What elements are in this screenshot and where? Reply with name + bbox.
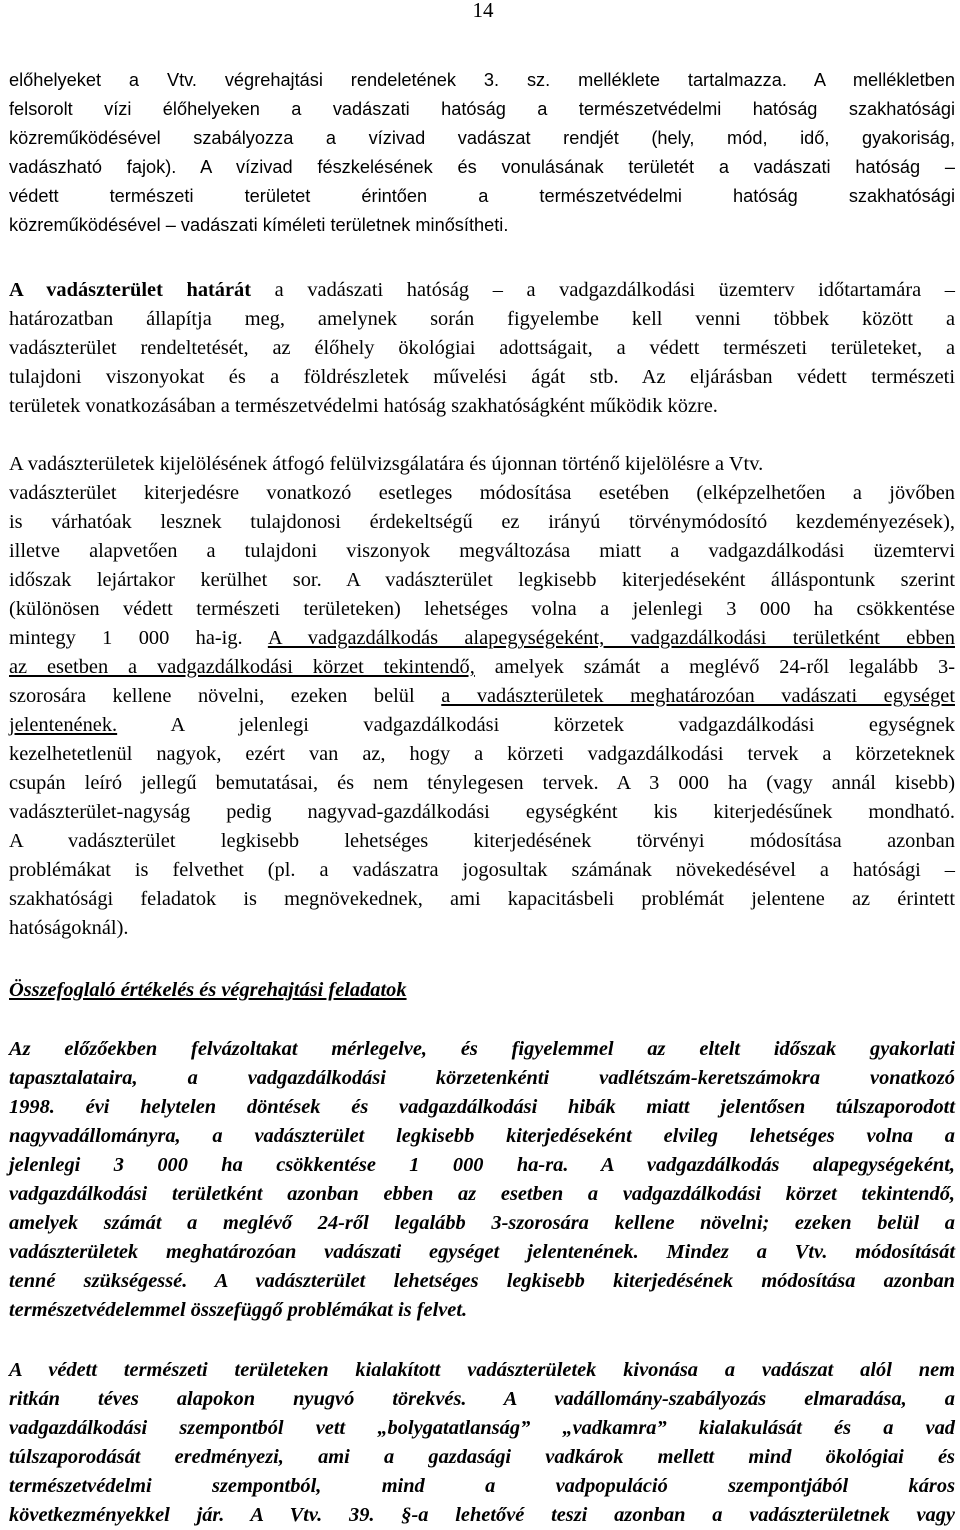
section-heading: Összefoglaló értékelés és végrehajtási feladatok — [9, 979, 407, 1001]
text-line: szakhatósági feladatok is megnövekednek, ami kapacitásbeli problémát jelentene az érintett — [9, 888, 955, 910]
underlined-text: az esetben a vadgazdálkodási körzet tekintendő, — [9, 656, 475, 678]
text-line: nagyvadállományra, a vadászterület legkisebb kiterjedéseként elvileg lehetséges volna a — [9, 1125, 955, 1147]
text-line: természetvédelemmel összefüggő problémákat is felvet. — [9, 1299, 468, 1321]
text-line: kezelhetetlenül nagyok, ezért van az, hogy a körzeti vadgazdálkodási tervek a körzeteknek — [9, 743, 955, 765]
text-line: tulajdoni viszonyokat és a földrészletek művelési ágát stb. Az eljárásban védett természeti — [9, 366, 955, 388]
text-line: vadászterület rendeltetését, az élőhely ökológiai adottságait, a védett természeti területeket, a — [9, 337, 955, 359]
text-line: közreműködésével – vadászati kíméleti területnek minősítheti. — [9, 215, 509, 235]
text-line: amelyek számát a meglévő 24-ről legalább 3-szorosára kellene növelni; ezeken belül a — [9, 1212, 955, 1234]
text-line: is várhatóak lesznek tulajdonosi érdekeltségű ez irányú törvénymódosító kezdeményezések), — [9, 511, 955, 533]
text-line — [9, 276, 955, 305]
text-line: területek vonatkozásában a természetvédelmi hatóság szakhatóságként működik közre. — [9, 395, 718, 417]
text-line: csupán leíró jellegű bemutatásai, és nem ténylegesen tervek. A 3 000 ha (vagy annál kisebb) — [9, 772, 955, 794]
text-line: vadászterület kiterjedésre vonatkozó esetleges módosítása esetében (elképzelhetően a jövőben — [9, 482, 955, 504]
text-line: vadászható fajok). A vízivad fészkelésének és vonulásának területét a vadászati hatóság – — [9, 157, 955, 177]
text-line: következményekkel jár. A Vtv. 39. §-a lehetővé teszi azonban a vadászterületnek vagy — [9, 1504, 955, 1526]
text-span: szorosára kellene növelni, ezeken belül — [9, 685, 442, 707]
text-line — [9, 624, 955, 653]
text-line: problémákat is felvethet (pl. a vadászatra jogosultak számának növekedésével a hatósági – — [9, 859, 955, 881]
text-line: tapasztalataira, a vadgazdálkodási körzetenkénti vadlétszám-keretszámokra vonatkozó — [9, 1067, 955, 1089]
text-span: mintegy 1 000 ha-ig. — [9, 627, 268, 649]
text-line — [9, 682, 955, 711]
text-line: természetvédelmi szempontból, mind a vadpopuláció szempontjából káros — [9, 1475, 955, 1497]
text-line: jelenlegi 3 000 ha csökkentése 1 000 ha-ra. A vadgazdálkodás alapegységeként, — [9, 1154, 955, 1176]
text-line: A vadászterületek kijelölésének átfogó felülvizsgálatára és újonnan történő kijelölésre a Vtv. — [9, 453, 764, 475]
text-line: előhelyeket a Vtv. végrehajtási rendeletének 3. sz. melléklete tartalmazza. A mellékletben — [9, 70, 955, 90]
text-line: felsorolt vízi élőhelyeken a vadászati hatóság a természetvédelmi hatóság szakhatósági — [9, 99, 955, 119]
text-line: határozatban állapítja meg, amelynek során figyelembe kell venni többek között a — [9, 308, 955, 330]
text-line: illetve alapvetően a tulajdoni viszonyok megváltozása miatt a vadgazdálkodási üzemtervi — [9, 540, 955, 562]
text-line: túlszaporodását eredményezi, ami a gazdasági vadkárok mellett mind ökológiai és — [9, 1446, 955, 1468]
text-line — [9, 653, 955, 682]
text-line: vadgazdálkodási területként azonban ebben az esetben a vadgazdálkodási körzet tekintendő, — [9, 1183, 955, 1205]
text-line: (különösen védett természeti területeken) lehetséges volna a jelenlegi 3 000 ha csökkentése — [9, 598, 955, 620]
underlined-text: A vadgazdálkodás alapegységeként, vadgazdálkodási területként ebben — [267, 627, 955, 649]
text-line — [9, 711, 955, 740]
text-line: védett természeti területet érintően a természetvédelmi hatóság szakhatósági — [9, 186, 955, 206]
text-line: vadgazdálkodási szempontból vett „bolygatatlanság” „vadkamra” kialakulását és a vad — [9, 1417, 955, 1439]
text-line: 1998. évi helytelen döntések és vadgazdálkodási hibák miatt jelentősen túlszaporodott — [9, 1096, 955, 1118]
text-span: A jelenlegi vadgazdálkodási körzetek vadgazdálkodási egységnek — [117, 714, 955, 736]
underlined-text: a vadászterületek meghatározóan vadászati egységet — [441, 685, 955, 707]
text-line: időszak lejártakor kerülhet sor. A vadászterület legkisebb kiterjedéseként álláspontunk szerint — [9, 569, 955, 591]
text-line: vadászterületek meghatározóan vadászati egységet jelentenének. Mindez a Vtv. módosítását — [9, 1241, 955, 1263]
text-line: A védett természeti területeken kialakított vadászterületek kivonása a vadászat alól nem — [9, 1359, 955, 1381]
text-line: vadászterület-nagyság pedig nagyvad-gazdálkodási egységként kis kiterjedésűnek mondható. — [9, 801, 955, 823]
text-line: ritkán téves alapokon nyugvó törekvés. A vadállomány-szabályozás elmaradása, a — [9, 1388, 955, 1410]
text-line: A vadászterület legkisebb lehetséges kiterjedésének törvényi módosítása azonban — [9, 830, 955, 852]
underlined-text: jelentenének. — [9, 714, 118, 736]
bold-term: A vadászterület határát — [9, 279, 252, 301]
text-span: amelyek számát a meglévő 24-ről legalább 3- — [474, 656, 955, 678]
page-number: 14 — [472, 0, 494, 22]
text-span: a vadászati hatóság – a vadgazdálkodási üzemterv időtartamára – — [251, 279, 955, 301]
text-line: Az előzőekben felvázoltakat mérlegelve, és figyelemmel az eltelt időszak gyakorlati — [9, 1038, 955, 1060]
text-line: tenné szükségessé. A vadászterület lehetséges legkisebb kiterjedésének módosítása azonban — [9, 1270, 955, 1292]
text-line: közreműködésével szabályozza a vízivad vadászat rendjét (hely, mód, idő, gyakoriság, — [9, 128, 955, 148]
text-line: hatóságoknál). — [9, 917, 129, 939]
